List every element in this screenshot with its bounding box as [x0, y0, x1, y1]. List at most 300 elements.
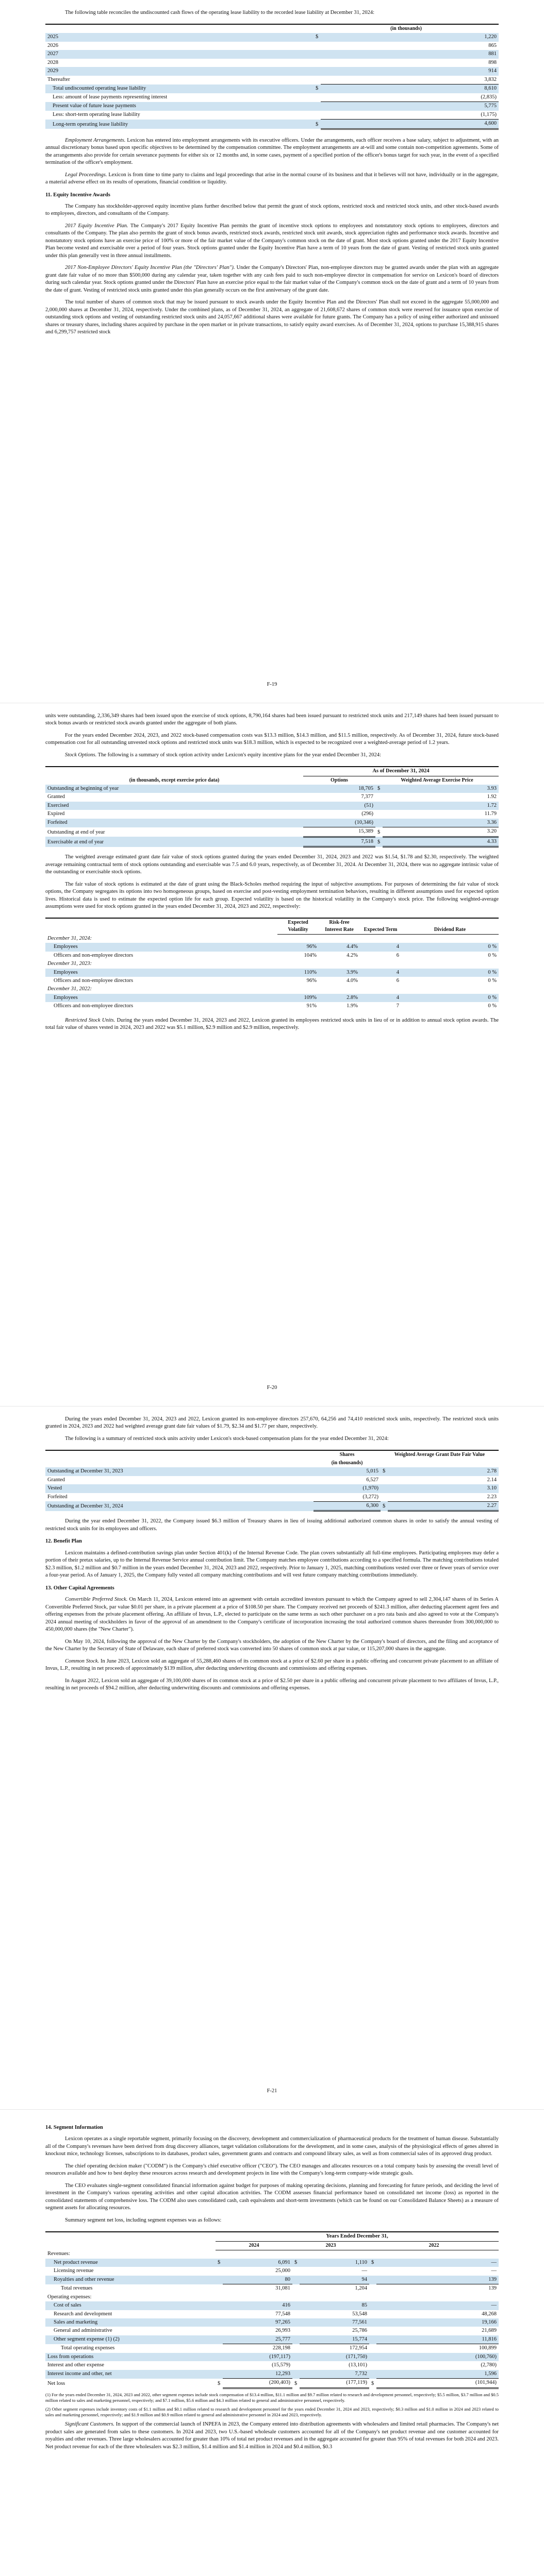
- table-row: [45, 111, 499, 120]
- table-row: [45, 2379, 499, 2388]
- row-label: Officers and non-employee directors: [54, 1003, 134, 1009]
- row-label: Present value of future lease payments: [45, 102, 314, 111]
- empty-cell: [319, 985, 360, 993]
- empty-cell: [319, 935, 360, 943]
- rsu-unit: (in thousands): [331, 1460, 363, 1466]
- currency-symbol: [369, 2284, 376, 2293]
- volatility-value: 96%: [306, 978, 317, 984]
- segment-summary-para: Summary segment net loss, including segment expenses was as follows:: [65, 2217, 222, 2223]
- rsu-col-wa: Weighted Average Grant Date Fair Value: [394, 1452, 485, 1458]
- legal-para: Legal Proceedings. Lexicon is from time to time party to claims and legal proceedings that arise in the normal course of its business and that it believes will not have, individually or in the aggregate, a material adverse effect on its results of operations, financial condition or liquidity.: [45, 172, 499, 185]
- empty-cell: [401, 985, 499, 993]
- currency-symbol: [292, 2327, 300, 2335]
- table-row: [45, 102, 499, 111]
- fair-value: 2.27: [388, 1501, 499, 1511]
- currency-symbol: [216, 2284, 223, 2293]
- price-value: 3.36: [383, 819, 499, 827]
- currency-symbol: [216, 2276, 223, 2284]
- currency-symbol: $: [371, 2380, 374, 2386]
- group-year-label: December 31, 2022:: [47, 986, 92, 992]
- value-2022: 139: [376, 2276, 499, 2284]
- term-value: 4: [360, 994, 401, 1002]
- currency-symbol: [375, 819, 383, 827]
- value-2023: —: [361, 2268, 367, 2274]
- value-2024: 25,000: [275, 2268, 290, 2274]
- table-row: [45, 952, 499, 960]
- currency-symbol: [314, 111, 321, 120]
- page-f20: [0, 703, 544, 1406]
- empty-cell: [277, 935, 319, 943]
- options-value: (296): [361, 811, 373, 817]
- segment-para-3: The CEO evaluates single-segment consolidated financial information against budget for purposes of making operating decisions, planning and forecasting for future periods, and deciding the level of investment in the Company's various operating activities and other capital allocation activities. The CODM assesses financial performance based on consolidated net income (loss) as reported in the consolidated statements of comprehensive loss. The CODM also uses consolidated cash, cash equivalents and short-term investments (which can be found on our Consolidated Balance Sheets) as a measure of segment assets for allocating resources.: [45, 2182, 499, 2211]
- row-label: Net loss: [47, 2380, 65, 2386]
- table-row: [45, 1493, 499, 1502]
- row-value: 914: [321, 67, 499, 75]
- black-scholes-para: The fair value of stock options is estimated at the date of grant using the Black-Scholes method requiring the input of subjective assumptions. For purposes of determining the fair value of stock options, the Company segregates its options into two homogeneous groups, based on exercise and post-vesting employment termination behaviors, resulting in different assumptions used for expected option lives. Historical data is used to estimate the expected option life for each group. Expected volatility is based on the historical volatility in the Company's stock price. The following weighted-average assumptions were used for stock options granted in the years ended December 31, 2024, 2023 and 2022, respectively:: [45, 881, 499, 909]
- empty-cell: [216, 2250, 223, 2258]
- row-label: Total operating expenses: [61, 2345, 115, 2351]
- segment-footnote-1: (1) For the years ended December 31, 2024, 2023 and 2022, other segment expenses include stock compensation of $13.4 million, $11.1 million and $9.7 million related to research and development personnel, respectively; $5.5 million, $3.7 million and $0.5 million related to sales and marketing personnel, respectively; and $7.1 million, $5.6 million and $4.3 million related to general and administrative personnel, respectively.: [45, 2392, 499, 2403]
- options-value: 7,518: [303, 837, 375, 846]
- currency-symbol: [216, 2318, 223, 2327]
- column-header: Expected Term: [360, 918, 401, 934]
- currency-symbol: [369, 2327, 376, 2335]
- term-value: 7: [396, 1003, 399, 1009]
- row-label: Granted: [47, 794, 65, 800]
- empty-cell: [369, 2250, 376, 2258]
- currency-symbol: [314, 50, 321, 58]
- table-row: [45, 1501, 499, 1511]
- currency-symbol: $: [369, 2259, 376, 2267]
- rsu-para: Restricted Stock Units. During the years ended December 31, 2024, 2023 and 2022, Lexicon granted its employees restricted stock units in lieu of or in addition to annual stock option awards. The total fair value of shares vested in 2024, 2023 and 2022 was $5.1 million, $2.9 million and $2.9 million, respectively.: [45, 1017, 499, 1031]
- lease-liability-table: [45, 21, 499, 129]
- currency-symbol: [314, 59, 321, 67]
- row-label: Outstanding at beginning of year: [45, 785, 303, 793]
- currency-symbol: [314, 93, 321, 102]
- options-col-label: (in thousands, except exercise price data): [129, 777, 220, 783]
- options-period: As of December 31, 2024: [303, 767, 499, 776]
- row-label: Outstanding at December 31, 2023: [45, 1467, 314, 1476]
- options-col-options: Options: [331, 777, 348, 783]
- value-2024: (197,117): [223, 2353, 292, 2361]
- currency-symbol: $: [314, 33, 321, 41]
- assumptions-table: [45, 915, 499, 1010]
- empty-cell: [376, 2250, 499, 2258]
- empty-cell: [360, 960, 401, 968]
- value-2024: 31,081: [223, 2284, 292, 2293]
- page-f21: [0, 1406, 544, 2110]
- rsu-activity-table: [45, 1447, 499, 1512]
- row-label: Cost of sales: [45, 2301, 216, 2310]
- rate-value: 2.8%: [319, 994, 360, 1002]
- table-row: [45, 42, 499, 50]
- value-2022: 48,268: [482, 2311, 497, 2317]
- currency-symbol: $: [294, 2380, 298, 2386]
- value-2022: —: [376, 2259, 499, 2267]
- value-2024: 228,198: [223, 2344, 292, 2353]
- table-row: [45, 802, 499, 810]
- row-value: 881: [321, 50, 499, 58]
- currency-symbol: $: [314, 120, 321, 129]
- employment-title: Employment Arrangements.: [65, 137, 126, 143]
- stock-options-para: Stock Options. The following is a summary of stock option activity under Lexicon's equity incentive plans for the year ended December 31, 2024:: [65, 752, 381, 758]
- empty-cell: [223, 2293, 292, 2301]
- row-label: Outstanding at December 31, 2024: [45, 1501, 314, 1511]
- value-2024: 25,777: [223, 2335, 292, 2344]
- volatility-value: 110%: [277, 969, 319, 977]
- row-label: 2025: [45, 33, 314, 41]
- table-row: [45, 2276, 499, 2284]
- table-row: [45, 2293, 499, 2301]
- currency-symbol: [381, 1484, 388, 1493]
- row-label: Interest and other expense: [47, 2362, 104, 2368]
- fair-value: 2.78: [388, 1467, 499, 1476]
- table-row: [45, 33, 499, 41]
- currency-symbol: [216, 2361, 223, 2369]
- year-header: 2023: [292, 2241, 369, 2250]
- table-row: [45, 1467, 499, 1476]
- dividend-value: 0 %: [401, 969, 499, 977]
- volatility-value: 104%: [304, 952, 317, 958]
- currency-symbol: $: [216, 2259, 223, 2267]
- value-2022: (101,944): [376, 2379, 499, 2388]
- term-value: 6: [396, 952, 399, 958]
- row-label: Exercisable at end of year: [45, 837, 303, 846]
- table-row: [45, 2344, 499, 2353]
- table-row: [45, 985, 499, 993]
- row-value: 4,600: [321, 120, 499, 129]
- segment-table: [45, 2229, 499, 2389]
- value-2024: (200,403): [223, 2379, 292, 2388]
- currency-symbol: [369, 2310, 376, 2318]
- currency-symbol: [369, 2353, 376, 2361]
- currency-symbol: [216, 2353, 223, 2361]
- empty-cell: [360, 985, 401, 993]
- legal-title: Legal Proceedings.: [65, 172, 107, 178]
- row-label: Officers and non-employee directors: [54, 952, 134, 958]
- currency-symbol: $: [377, 829, 381, 835]
- table-row: [45, 977, 499, 985]
- table-row: [45, 67, 499, 75]
- row-label: Long-term operating lease liability: [45, 120, 314, 129]
- table-row: [45, 2284, 499, 2293]
- empty-cell: [223, 2250, 292, 2258]
- currency-symbol: [381, 1476, 388, 1484]
- currency-symbol: [369, 2370, 376, 2379]
- common-stock-para: Common Stock. In June 2023, Lexicon sold an aggregate of 55,288,460 shares of its common stock at a price of $2.60 per share in a public offering and concurrent private placement to an affiliate of Invus, L.P., resulting in net proceeds of approximately $139 million, after deducting underwriting discounts and commissions and offering expenses.: [45, 1658, 499, 1672]
- table-row: [45, 2250, 499, 2258]
- dividend-value: 0 %: [488, 1003, 497, 1009]
- table-row: [45, 2318, 499, 2327]
- august-offering-para: In August 2022, Lexicon sold an aggregate of 39,100,000 shares of its common stock at a price of $2.50 per share in a public offering and concurrent private placement to two affiliates of Invus, L.P., resulting in net proceeds of $94.2 million, after deducting underwriting discounts and commissions and offering expenses.: [45, 1677, 499, 1691]
- currency-symbol: [369, 2318, 376, 2327]
- price-value: 11.79: [484, 811, 497, 817]
- row-label: Forfeited: [45, 819, 303, 827]
- page-number: F-20: [267, 1384, 277, 1391]
- empty-cell: [376, 2293, 499, 2301]
- currency-symbol: [369, 2267, 376, 2275]
- currency-symbol: [375, 802, 383, 810]
- row-label: General and administrative: [54, 2328, 112, 2334]
- row-value: 898: [488, 59, 497, 65]
- table-row: [45, 1002, 499, 1010]
- table-row: [45, 84, 499, 93]
- row-label: Officers and non-employee directors: [54, 978, 134, 984]
- equity-plan-para: 2017 Equity Incentive Plan. The Company's 2017 Equity Incentive Plan permits the grant of incentive stock options to employees and nonstatutory stock options to employees, directors and consultants of the Company. The plan also permits the grant of stock bonus awards, restricted stock awards, restricted stock unit awards, stock appreciation rights and performance stock awards. Incentive and nonstatutory stock options have an exercise price of 100% or more of the fair market value of the Company's common stock on the date of grant. Most stock options granted under the 2017 Equity Incentive Plan become vested and exercisable over a period of four years. Stock options granted under the Equity Incentive Plan have a term of 10 years from the date of grant. Vesting of restricted stock units granted under this plan generally vest in three annual installments.: [45, 223, 499, 259]
- value-2023: (13,101): [349, 2362, 367, 2368]
- empty-cell: [216, 2293, 223, 2301]
- table-row: [45, 59, 499, 67]
- options-value: 18,705: [303, 785, 375, 793]
- empty-cell: [401, 935, 499, 943]
- group-year-label: December 31, 2024:: [47, 935, 92, 941]
- currency-symbol: [292, 2310, 300, 2318]
- currency-symbol: [292, 2318, 300, 2327]
- value-2023: 15,774: [300, 2335, 369, 2344]
- currency-symbol: [314, 76, 321, 84]
- shares-para: The total number of shares of common stock that may be issued pursuant to stock awards under the Equity Incentive Plan and the Directors' Plan shall not exceed in the aggregate 55,000,000 and 2,000,000 shares at December 31, 2024, respectively. Under the combined plans, as of December 31, 2024, an aggregate of 21,608,672 shares of common stock were reserved for issuance upon exercise of outstanding stock options and vesting of outstanding restricted stock units and 24,057,667 additional shares were available for future grants. The Company has a policy of using either authorized and unissued shares or treasury shares, including shares acquired by purchase in the open market or in private transactions, to satisfy equity award exercises. As of December 31, 2024, options to purchase 15,388,915 shares and 6,299,757 restricted stock: [45, 299, 499, 335]
- row-label: Net product revenue: [45, 2259, 216, 2267]
- column-header: Dividend Rate: [401, 918, 499, 934]
- value-2024: 97,265: [223, 2318, 292, 2327]
- currency-symbol: [292, 2284, 300, 2293]
- group-year-label: December 31, 2023:: [47, 961, 92, 967]
- value-2024: 12,293: [223, 2370, 292, 2379]
- table-row: [45, 827, 499, 837]
- currency-symbol: [292, 2344, 300, 2353]
- row-label: Granted: [47, 1477, 65, 1483]
- table-row: [45, 50, 499, 58]
- currency-symbol: [292, 2361, 300, 2369]
- shares-value: (1,970): [314, 1484, 381, 1493]
- row-value: (2,835): [481, 94, 497, 100]
- value-2023: 7,732: [300, 2370, 369, 2379]
- currency-symbol: $: [314, 84, 321, 93]
- currency-symbol: [292, 2276, 300, 2284]
- table-row: [45, 2267, 499, 2275]
- currency-symbol: [314, 42, 321, 50]
- table-row: [45, 2361, 499, 2369]
- section-label: Revenues:: [47, 2251, 70, 2257]
- options-col-price: Weighted Average Exercise Price: [401, 777, 473, 783]
- segment-footnote-2: (2) Other segment expenses include inventory costs of $1.1 million and $0.1 million related to research and development personnel for the years ended December 31, 2024 and 2023, respectively; $0.3 million and $1.0 million in 2024 and 2023 related to sales and marketing personnel, respectively; and $1.9 million and $0.9 million related to general and administrative personnel in 2024 and 2023, respectively.: [45, 2406, 499, 2417]
- empty-cell: [360, 935, 401, 943]
- page-f19: [0, 0, 544, 703]
- price-value: 1.72: [383, 802, 499, 810]
- currency-symbol: $: [381, 1467, 388, 1476]
- employment-para: Employment Arrangements. Lexicon has entered into employment arrangements with its executive officers. Under the arrangements, each officer receives a base salary, subject to adjustment, with an annual discretionary bonus based upon specific objectives to be determined by the compensation committee. The employment arrangements are at-will and some contain non-competition agreements. Some of the arrangements also provide for certain severance payments for either six or 12 months and, in some cases, payment of a specified portion of the officer's bonus target for such year, in the event of a specified termination of the officer's employment.: [45, 137, 499, 166]
- units-cont-para: units were outstanding, 2,336,349 shares had been issued upon the exercise of stock options, 8,790,164 shares had been issued pursuant to restricted stock units and 217,149 shares had been issued pursuant to stock bonus awards or restricted stock awards granted under the aggregate of both plans.: [45, 713, 499, 726]
- table-row: [45, 2259, 499, 2267]
- table-row: [45, 120, 499, 129]
- fair-value: 3.10: [388, 1484, 499, 1493]
- column-header: Risk-free Interest Rate: [319, 918, 360, 934]
- row-label: Outstanding at end of year: [47, 829, 105, 835]
- shares-value: 6,300: [314, 1501, 381, 1511]
- currency-symbol: $: [292, 2259, 300, 2267]
- significant-customers-para: Significant Customers. In support of the commercial launch of INPEFA in 2023, the Company entered into distribution agreements with wholesalers and limited retail pharmacies. The Company's net product sales are generated from sales to these customers. In 2024 and 2023, two U.S.-based wholesale customers accounted for all of the Company's net product revenue and one customer accounted for royalties and other revenues. Three large wholesalers accounted for greater than 10% of total net product revenues and in the aggregate accounted for greater than 95% of total revenues for both 2024 and 2023. Net product revenue for each of the three wholesalers was $2.3 million, $1.4 million and $1.4 million in 2024 and $0.4 million, $0.3: [45, 2421, 499, 2450]
- table-row: [45, 2353, 499, 2361]
- row-label: Interest income and other, net: [45, 2370, 216, 2379]
- lease-intro: The following table reconciles the undiscounted cash flows of the operating lease liability to the recorded lease liability at December 31, 2024:: [65, 10, 375, 15]
- segment-heading: 14. Segment Information: [45, 2125, 103, 2130]
- nonemp-grants-para: During the years ended December 31, 2024, 2023 and 2022, Lexicon granted its non-employee directors 257,670, 64,256 and 74,410 restricted stock units, respectively. The restricted stock units granted in 2024, 2023 and 2022 had weighted average grant date fair values of $1.79, $2.34 and $1.77 per share, respectively.: [45, 1416, 499, 1430]
- charter-para: On May 10, 2024, following the approval of the New Charter by the Company's stockholders, the adoption of the New Charter by the Company's board of directors, and the filing and acceptance of the New Charter by the Secretary of State of Delaware, each share of preferred stock was converted into 50 shares of common stock at par value, or 115,207,000 shares in the aggregate.: [45, 1638, 499, 1652]
- equity-heading: 11. Equity Incentive Awards: [45, 192, 110, 198]
- value-2022: 1,596: [376, 2370, 499, 2379]
- empty-cell: [300, 2250, 369, 2258]
- options-value: (10,346): [303, 819, 375, 827]
- currency-symbol: [314, 102, 321, 111]
- row-label: Forfeited: [47, 1494, 68, 1500]
- value-2023: 172,954: [300, 2344, 369, 2353]
- row-label: 2029: [45, 67, 314, 75]
- empty-cell: [401, 960, 499, 968]
- currency-symbol: [216, 2301, 223, 2310]
- table-row: [45, 2301, 499, 2310]
- dividend-value: 0 %: [488, 952, 497, 958]
- table-row: [45, 793, 499, 801]
- table-row: [45, 960, 499, 968]
- currency-symbol: $: [218, 2380, 221, 2386]
- compensation-para: For the years ended December 2024, 2023, and 2022 stock-based compensation costs was $13.3 million, $14.3 million, and $11.5 million, respectively. As of December 31, 2024, future stock-based compensation cost for all outstanding unvested stock options and restricted stock units was $18.3 million, which is expected to be recognized over a weighted-average period of 1.2 years.: [45, 732, 499, 746]
- currency-symbol: [369, 2301, 376, 2310]
- table-row: [45, 943, 499, 951]
- row-value: 8,610: [321, 84, 499, 93]
- currency-symbol: [216, 2267, 223, 2275]
- value-2023: 1,110: [300, 2259, 369, 2267]
- page-number: F-19: [267, 681, 277, 687]
- currency-symbol: [216, 2344, 223, 2353]
- row-label: Royalties and other revenue: [45, 2276, 216, 2284]
- currency-symbol: [369, 2361, 376, 2369]
- currency-symbol: [292, 2267, 300, 2275]
- row-label: Expired: [47, 811, 65, 817]
- dividend-value: 0 %: [401, 994, 499, 1002]
- currency-symbol: [292, 2301, 300, 2310]
- table-row: [45, 2310, 499, 2318]
- term-value: 4: [360, 943, 401, 951]
- value-2022: 139: [376, 2284, 499, 2293]
- rate-value: 3.9%: [319, 969, 360, 977]
- row-value: (1,175): [481, 111, 497, 117]
- table-row: [45, 1484, 499, 1493]
- value-2024: 80: [223, 2276, 292, 2284]
- column-header: Expected Volatility: [277, 918, 319, 934]
- row-label: Exercised: [45, 802, 303, 810]
- lease-unit: (in thousands): [390, 26, 422, 32]
- row-label: Employees: [45, 994, 277, 1002]
- value-2022: —: [376, 2301, 499, 2310]
- row-label: 2028: [47, 59, 58, 65]
- currency-symbol: [216, 2370, 223, 2379]
- value-2024: 416: [223, 2301, 292, 2310]
- table-row: [45, 93, 499, 102]
- value-2023: 53,548: [352, 2311, 367, 2317]
- row-label: Research and development: [54, 2311, 112, 2317]
- weighted-avg-para: The weighted average estimated grant date fair value of stock options granted during the years ended December 31, 2024, 2023 and 2022 was $1.54, $1.78 and $2.30, respectively. The weighted average remaining contractual term of stock options outstanding and exercisable was 7.5 and 6.0 years, respectively, as of December 31, 2024. At December 31, 2024, there was no aggregate intrinsic value of the outstanding or exercisable stock options.: [45, 854, 499, 875]
- currency-symbol: [216, 2310, 223, 2318]
- value-2024: 26,993: [275, 2328, 290, 2334]
- value-2022: —: [491, 2268, 497, 2274]
- row-label: Employees: [45, 969, 277, 977]
- currency-symbol: [375, 793, 383, 801]
- value-2023: 94: [300, 2276, 369, 2284]
- empty-cell: [292, 2250, 300, 2258]
- row-label: Sales and marketing: [45, 2318, 216, 2327]
- table-row: [45, 2327, 499, 2335]
- price-value: 3.93: [383, 785, 499, 793]
- value-2022: 19,166: [376, 2318, 499, 2327]
- row-label: Licensing revenue: [54, 2268, 94, 2274]
- row-label: Other segment expense (1) (2): [45, 2335, 216, 2344]
- empty-cell: [319, 960, 360, 968]
- row-label: Less: short-term operating lease liability: [53, 112, 140, 118]
- value-2023: 1,204: [300, 2284, 369, 2293]
- section-label: Operating expenses:: [47, 2294, 92, 2300]
- currency-symbol: [216, 2335, 223, 2344]
- shares-value: 6,527: [366, 1477, 378, 1483]
- value-2022: (2,780): [481, 2362, 497, 2368]
- currency-symbol: [292, 2335, 300, 2344]
- page-f22: [0, 2110, 544, 2576]
- rsu-summary-para: The following is a summary of restricted stock units activity under Lexicon's stock-based compensation plans for the year ended December 31, 2024:: [65, 1435, 389, 1442]
- row-label: Less: amount of lease payments representing interest: [53, 94, 168, 100]
- directors-plan-para: 2017 Non-Employee Directors' Equity Incentive Plan (the "Directors' Plan"). Under the Company's Directors' Plan, non-employee directors may be granted awards under the plan with an aggregate grant date fair value of no more than $500,000 during any calendar year, taken together with any cash fees paid to such non-employee director in compensation for service on Lexicon's board of directors during such calendar year. Stock options granted under the Directors' Plan have an exercise price equal to the fair market value of the Company's common stock on the date of grant and a term of 10 years from the date of grant. Vesting of restricted stock units granted under this plan generally occurs on the first anniversary of the grant date.: [45, 265, 499, 293]
- year-header: 2022: [369, 2241, 499, 2250]
- currency-symbol: [314, 67, 321, 75]
- table-row: [45, 994, 499, 1002]
- segment-para-1: Lexicon operates as a single reportable segment, primarily focusing on the discovery, development and commercialization of pharmaceutical products for the treatment of human disease. Substantially all of the Company's revenues have been derived from drug discovery alliances, target validation collaborations for the development, and in some cases, analysis of the physiological effects of genes altered in knockout mice, technology licenses, subscriptions to its databases, product sales, government grants and contracts and compound library sales, as well as from commercial sales of its approved drug product.: [45, 2136, 499, 2157]
- value-2024: (15,579): [272, 2362, 290, 2368]
- segment-para-2: The chief operating decision maker ("CODM") is the Company's chief executive officer ("CEO"). The CEO manages and allocates resources on a total company basis by assessing the overall level of resources available and how to best deploy these resources across research and development projects in line with the Company's long-term company-wide strategic goals.: [45, 2163, 499, 2177]
- value-2023: 77,561: [300, 2318, 369, 2327]
- value-2023: (171,750): [300, 2353, 369, 2361]
- options-value: (51): [303, 802, 375, 810]
- value-2022: 100,899: [376, 2344, 499, 2353]
- currency-symbol: $: [375, 837, 383, 846]
- rsu-col-shares: Shares: [339, 1452, 355, 1458]
- row-value: 865: [488, 42, 497, 48]
- rate-value: 4.2%: [347, 952, 358, 958]
- price-value: 3.20: [383, 827, 499, 837]
- value-2022: (100,760): [376, 2353, 499, 2361]
- options-value: 15,389: [303, 827, 375, 837]
- value-2022: 21,689: [482, 2328, 497, 2334]
- term-value: 6: [396, 978, 399, 984]
- value-2024: 6,091: [223, 2259, 292, 2267]
- row-label: Loss from operations: [45, 2353, 216, 2361]
- value-2023: 85: [300, 2301, 369, 2310]
- value-2024: 77,548: [275, 2311, 290, 2317]
- price-value: 1.92: [487, 794, 497, 800]
- currency-symbol: $: [381, 1501, 388, 1511]
- currency-symbol: [381, 1493, 388, 1502]
- row-label: 2027: [45, 50, 314, 58]
- currency-symbol: [292, 2353, 300, 2361]
- row-label: Total undiscounted operating lease liability: [45, 84, 314, 93]
- empty-cell: [277, 960, 319, 968]
- rate-value: 4.0%: [347, 978, 358, 984]
- empty-cell: [277, 985, 319, 993]
- benefit-heading: 12. Benefit Plan: [45, 1538, 82, 1545]
- currency-symbol: [369, 2276, 376, 2284]
- table-row: [45, 837, 499, 846]
- dividend-value: 0 %: [488, 978, 497, 984]
- year-header: 2024: [216, 2241, 292, 2250]
- volatility-value: 109%: [277, 994, 319, 1002]
- volatility-value: 96%: [277, 943, 319, 951]
